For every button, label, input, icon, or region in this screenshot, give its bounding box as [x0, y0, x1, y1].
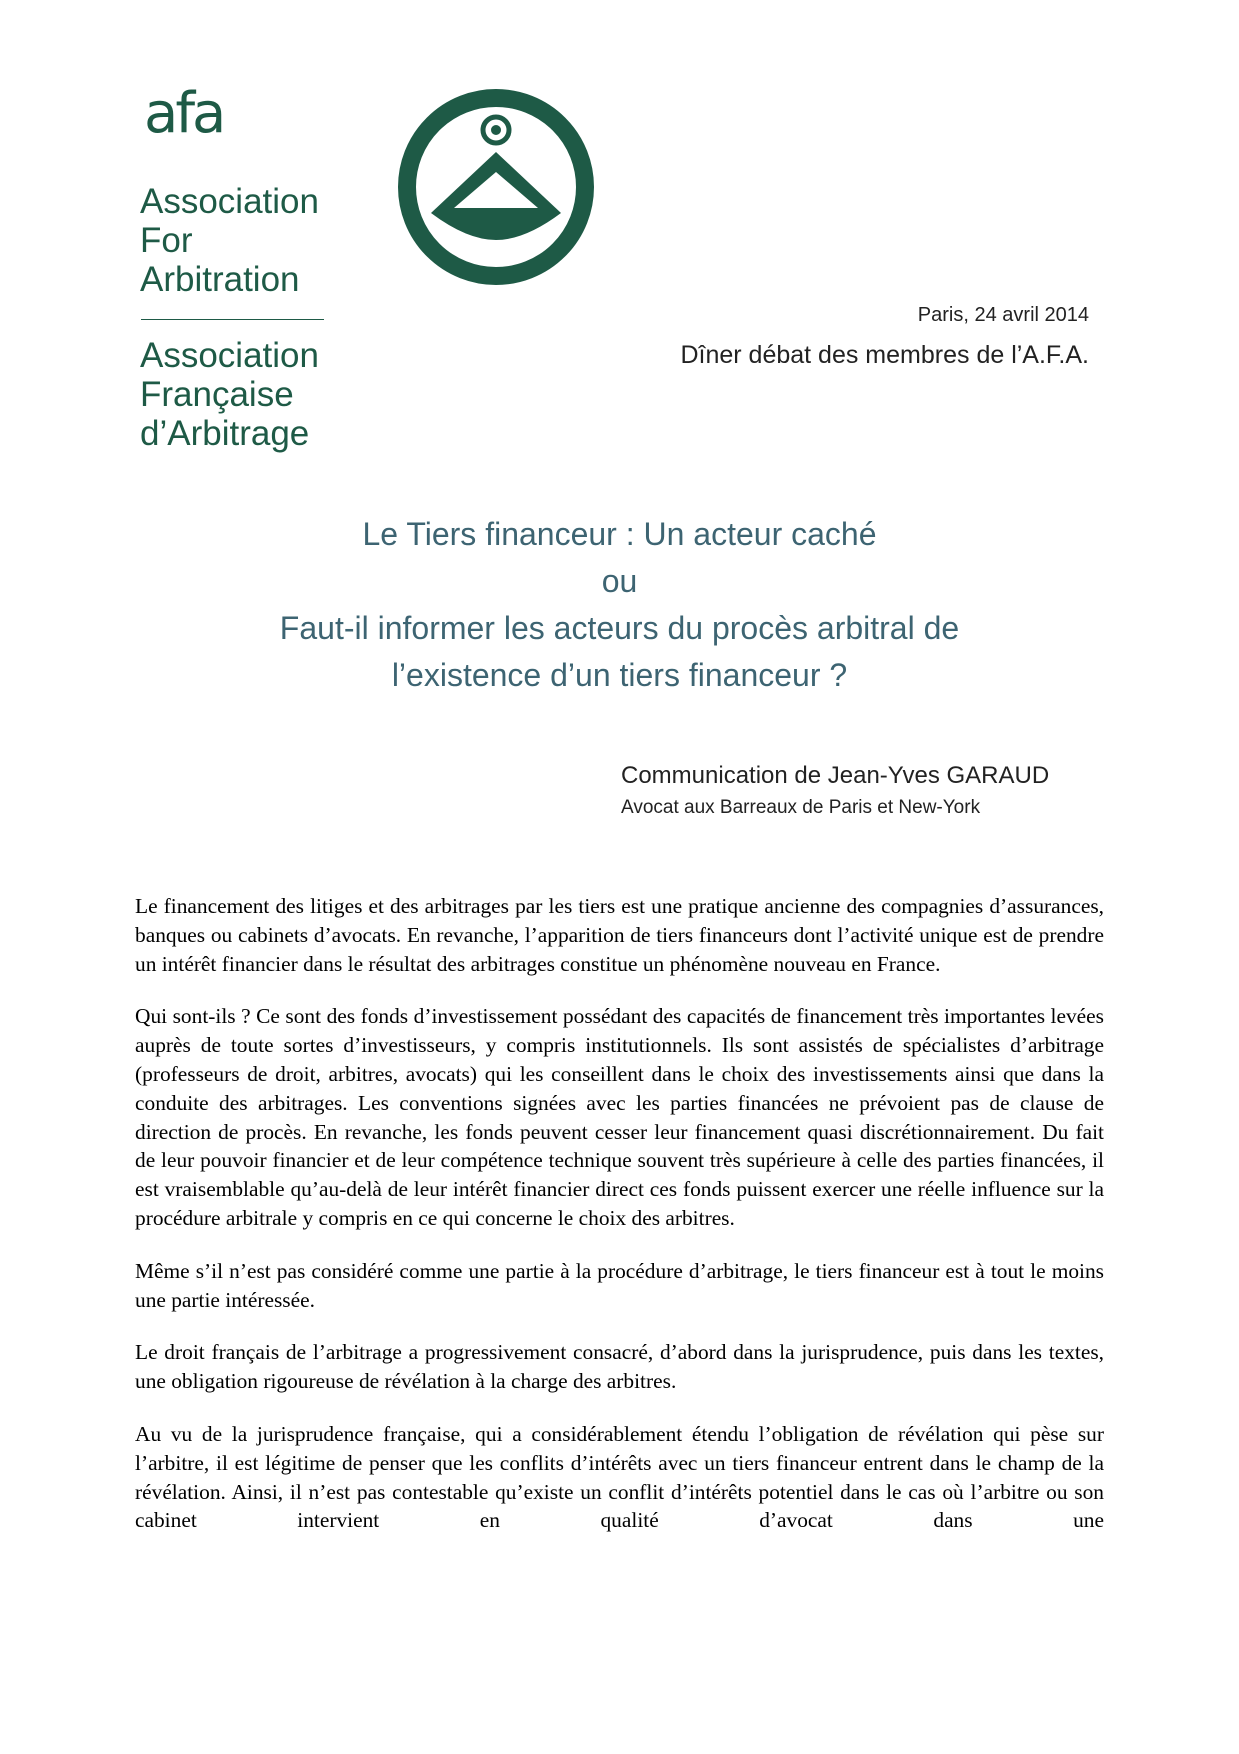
body-paragraph: Le financement des litiges et des arbitrages par les tiers est une pratique ancienne des compagnies d’assurances, banques ou cabinets d’avocats. En revanche, l’apparition de tiers financeurs dont l’activité unique est de prendre un intérêt financier dans le résultat des arbitrages constitue un phénomène nouveau en France. [135, 894, 1104, 976]
body-paragraph: Au vu de la jurisprudence française, qui a considérablement étendu l’obligation de révélation qui pèse sur l’arbitre, il est légitime de penser que les conflits d’intérêts avec un tiers financeur entrent dans le champ de la révélation. Ainsi, il n’est pas contestable qu’existe un conflit d’intérêts potentiel dans le cas où l’arbitre ou son cabinet intervient en qualité d’avocat dans une [135, 1421, 1104, 1533]
org-name-line: Association [140, 336, 319, 375]
author-name: Communication de Jean-Yves GARAUD [621, 762, 1050, 789]
author-role: Avocat aux Barreaux de Paris et New-York [621, 797, 981, 818]
document-title [0, 511, 1239, 699]
afa-emblem-icon [397, 88, 595, 286]
body-paragraph: Qui sont-ils ? Ce sont des fonds d’investissement possédant des capacités de financement très importantes levées auprès de toute sortes d’investisseurs, y compris institutionnels. Ils sont assistés de spécialistes d’arbitrage (professeurs de droit, arbitres, avocats) qui les conseillent dans le choix des investissements ainsi que dans la conduite des arbitrages. Les conventions signées avec les parties financées ne prévoient pas de clause de direction de procès. En revanche, les fonds peuvent cesser leur financement quasi discrétionnairement. Du fait de leur pouvoir financier et de leur compétence technique souvent très supérieure à celle des parties financées, il est vraisemblable qu’au-delà de leur intérêt financier direct ces fonds puissent exercer une réelle influence sur la procédure arbitrale y compris en ce qui concerne le choix des arbitres. [135, 1004, 1104, 1230]
document-date: Paris, 24 avril 2014 [917, 304, 1089, 326]
org-name-french [140, 336, 319, 453]
org-name-line: Arbitration [140, 260, 300, 299]
org-name-line: Française [140, 375, 294, 414]
title-line: l’existence d’un tiers financeur ? [391, 657, 848, 693]
body-paragraph: Le droit français de l’arbitrage a progressivement consacré, d’abord dans la jurisprudence, puis dans les textes, une obligation rigoureuse de révélation à la charge des arbitres. [135, 1340, 1104, 1394]
afa-wordmark-logo: afa [144, 81, 224, 146]
logo-divider [141, 319, 324, 320]
event-name: Dîner débat des membres de l’A.F.A. [680, 341, 1089, 369]
body-paragraph: Même s’il n’est pas considéré comme une partie à la procédure d’arbitrage, le tiers financeur est à tout le moins une partie intéressée. [135, 1258, 1104, 1312]
org-name-line: Association [140, 182, 319, 221]
body-text [135, 892, 1104, 1559]
title-line: ou [601, 563, 638, 599]
title-line: Faut-il informer les acteurs du procès arbitral de [279, 610, 960, 646]
title-line: Le Tiers financeur : Un acteur caché [362, 516, 877, 552]
org-name-line: For [140, 221, 193, 260]
org-name-english [140, 182, 319, 299]
org-name-line: d’Arbitrage [140, 414, 310, 453]
